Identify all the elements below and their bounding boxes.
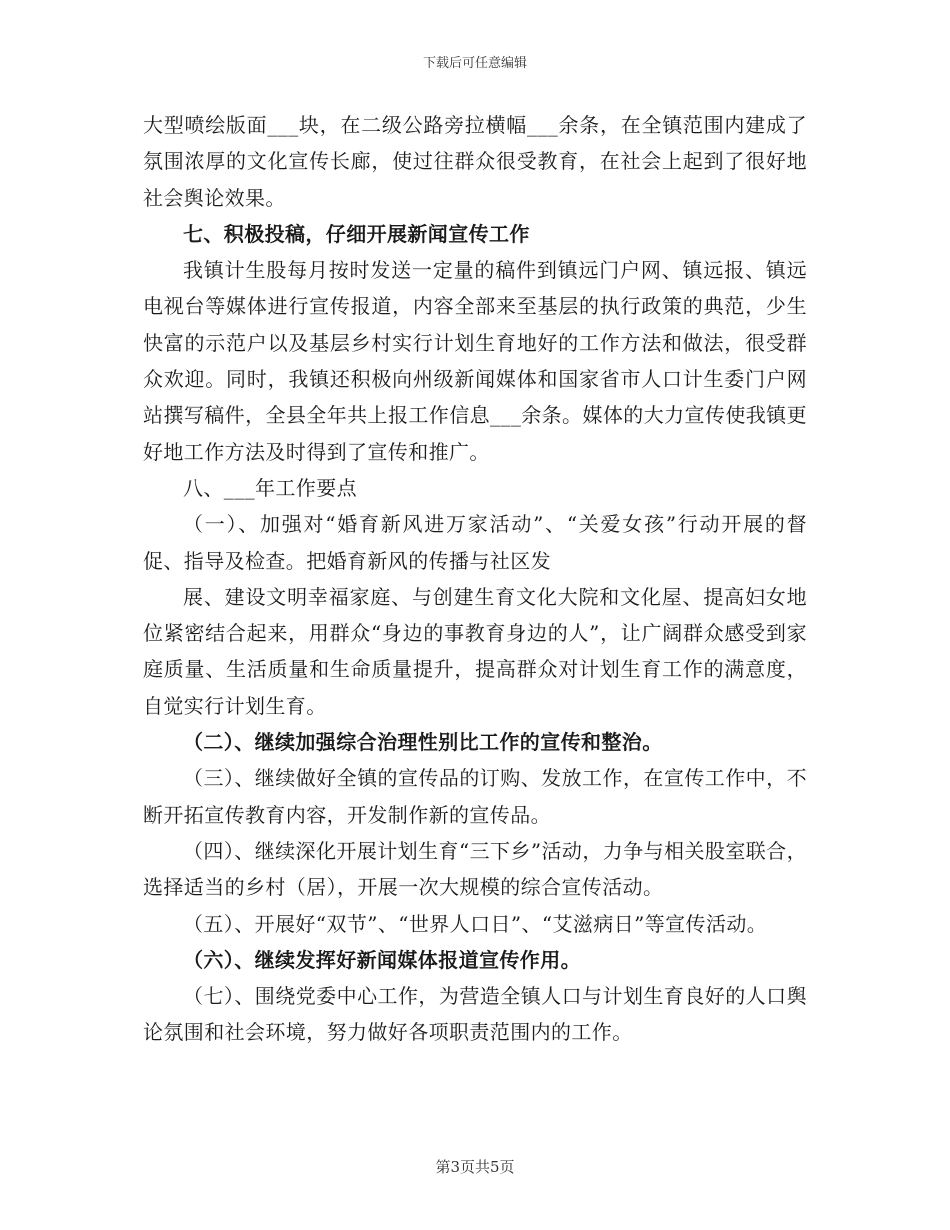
paragraph-point-7: （七）、围绕党委中心工作，为营造全镇人口与计划生育良好的人口舆论氛围和社会环境，努力做好各项职责范围内的工作。	[143, 984, 807, 1045]
section-heading-7: 七、积极投稿，仔细开展新闻宣传工作	[183, 221, 530, 246]
paragraph-point-5: （五）、开展好“双节”、“世界人口日”、“艾滋病日”等宣传活动。	[183, 911, 768, 936]
paragraph-publicity-results: 大型喷绘版面___块，在二级公路旁拉横幅___余条，在全镇范围内建成了氛围浓厚的文化宣传长廊，使过往群众很受教育，在社会上起到了很好地社会舆论效果。	[143, 113, 807, 210]
paragraph-point-3: （三）、继续做好全镇的宣传品的订购、发放工作，在宣传工作中，不断开拓宣传教育内容，开发制作新的宣传品。	[143, 766, 807, 827]
paragraph-point-4: （四）、继续深化开展计划生育“三下乡”活动，力争与相关股室联合，选择适当的乡村（居），开展一次大规模的综合宣传活动。	[143, 838, 807, 900]
section-heading-8: 八、___年工作要点	[183, 475, 357, 500]
paragraph-point-1-continued: 展、建设文明幸福家庭、与创建生育文化大院和文化屋、提高妇女地位紧密结合起来，用群众“身边的事教育身边的人”，让广阔群众感受到家庭质量、生活质量和生命质量提升，提高群众对计划生育工作的满意度，自觉实行计划生育。	[143, 584, 807, 718]
document-body	[143, 107, 807, 1051]
paragraph-point-1: （一）、加强对“婚育新风进万家活动”、“关爱女孩”行动开展的督促、指导及检查。把婚育新风的传播与社区发	[143, 512, 807, 573]
page-number-footer: 第3页共5页	[435, 1158, 515, 1176]
paragraph-point-6: （六）、继续发挥好新闻媒体报道宣传作用。	[183, 947, 581, 972]
paragraph-news-submission: 我镇计生股每月按时发送一定量的稿件到镇远门户网、镇远报、镇远电视台等媒体进行宣传报道，内容全部来至基层的执行政策的典范，少生快富的示范户以及基层乡村实行计划生育地好的工作方法和做法，很受群众欢迎。同时，我镇还积极向州级新闻媒体和国家省市人口计生委门户网站撰写稿件，全县全年共上报工作信息___余条。媒体的大力宣传使我镇更好地工作方法及时得到了宣传和推广。	[143, 258, 807, 464]
paragraph-point-2: （二）、继续加强综合治理性别比工作的宣传和整治。	[183, 730, 663, 755]
page-header-note: 下载后可任意编辑	[422, 56, 527, 71]
